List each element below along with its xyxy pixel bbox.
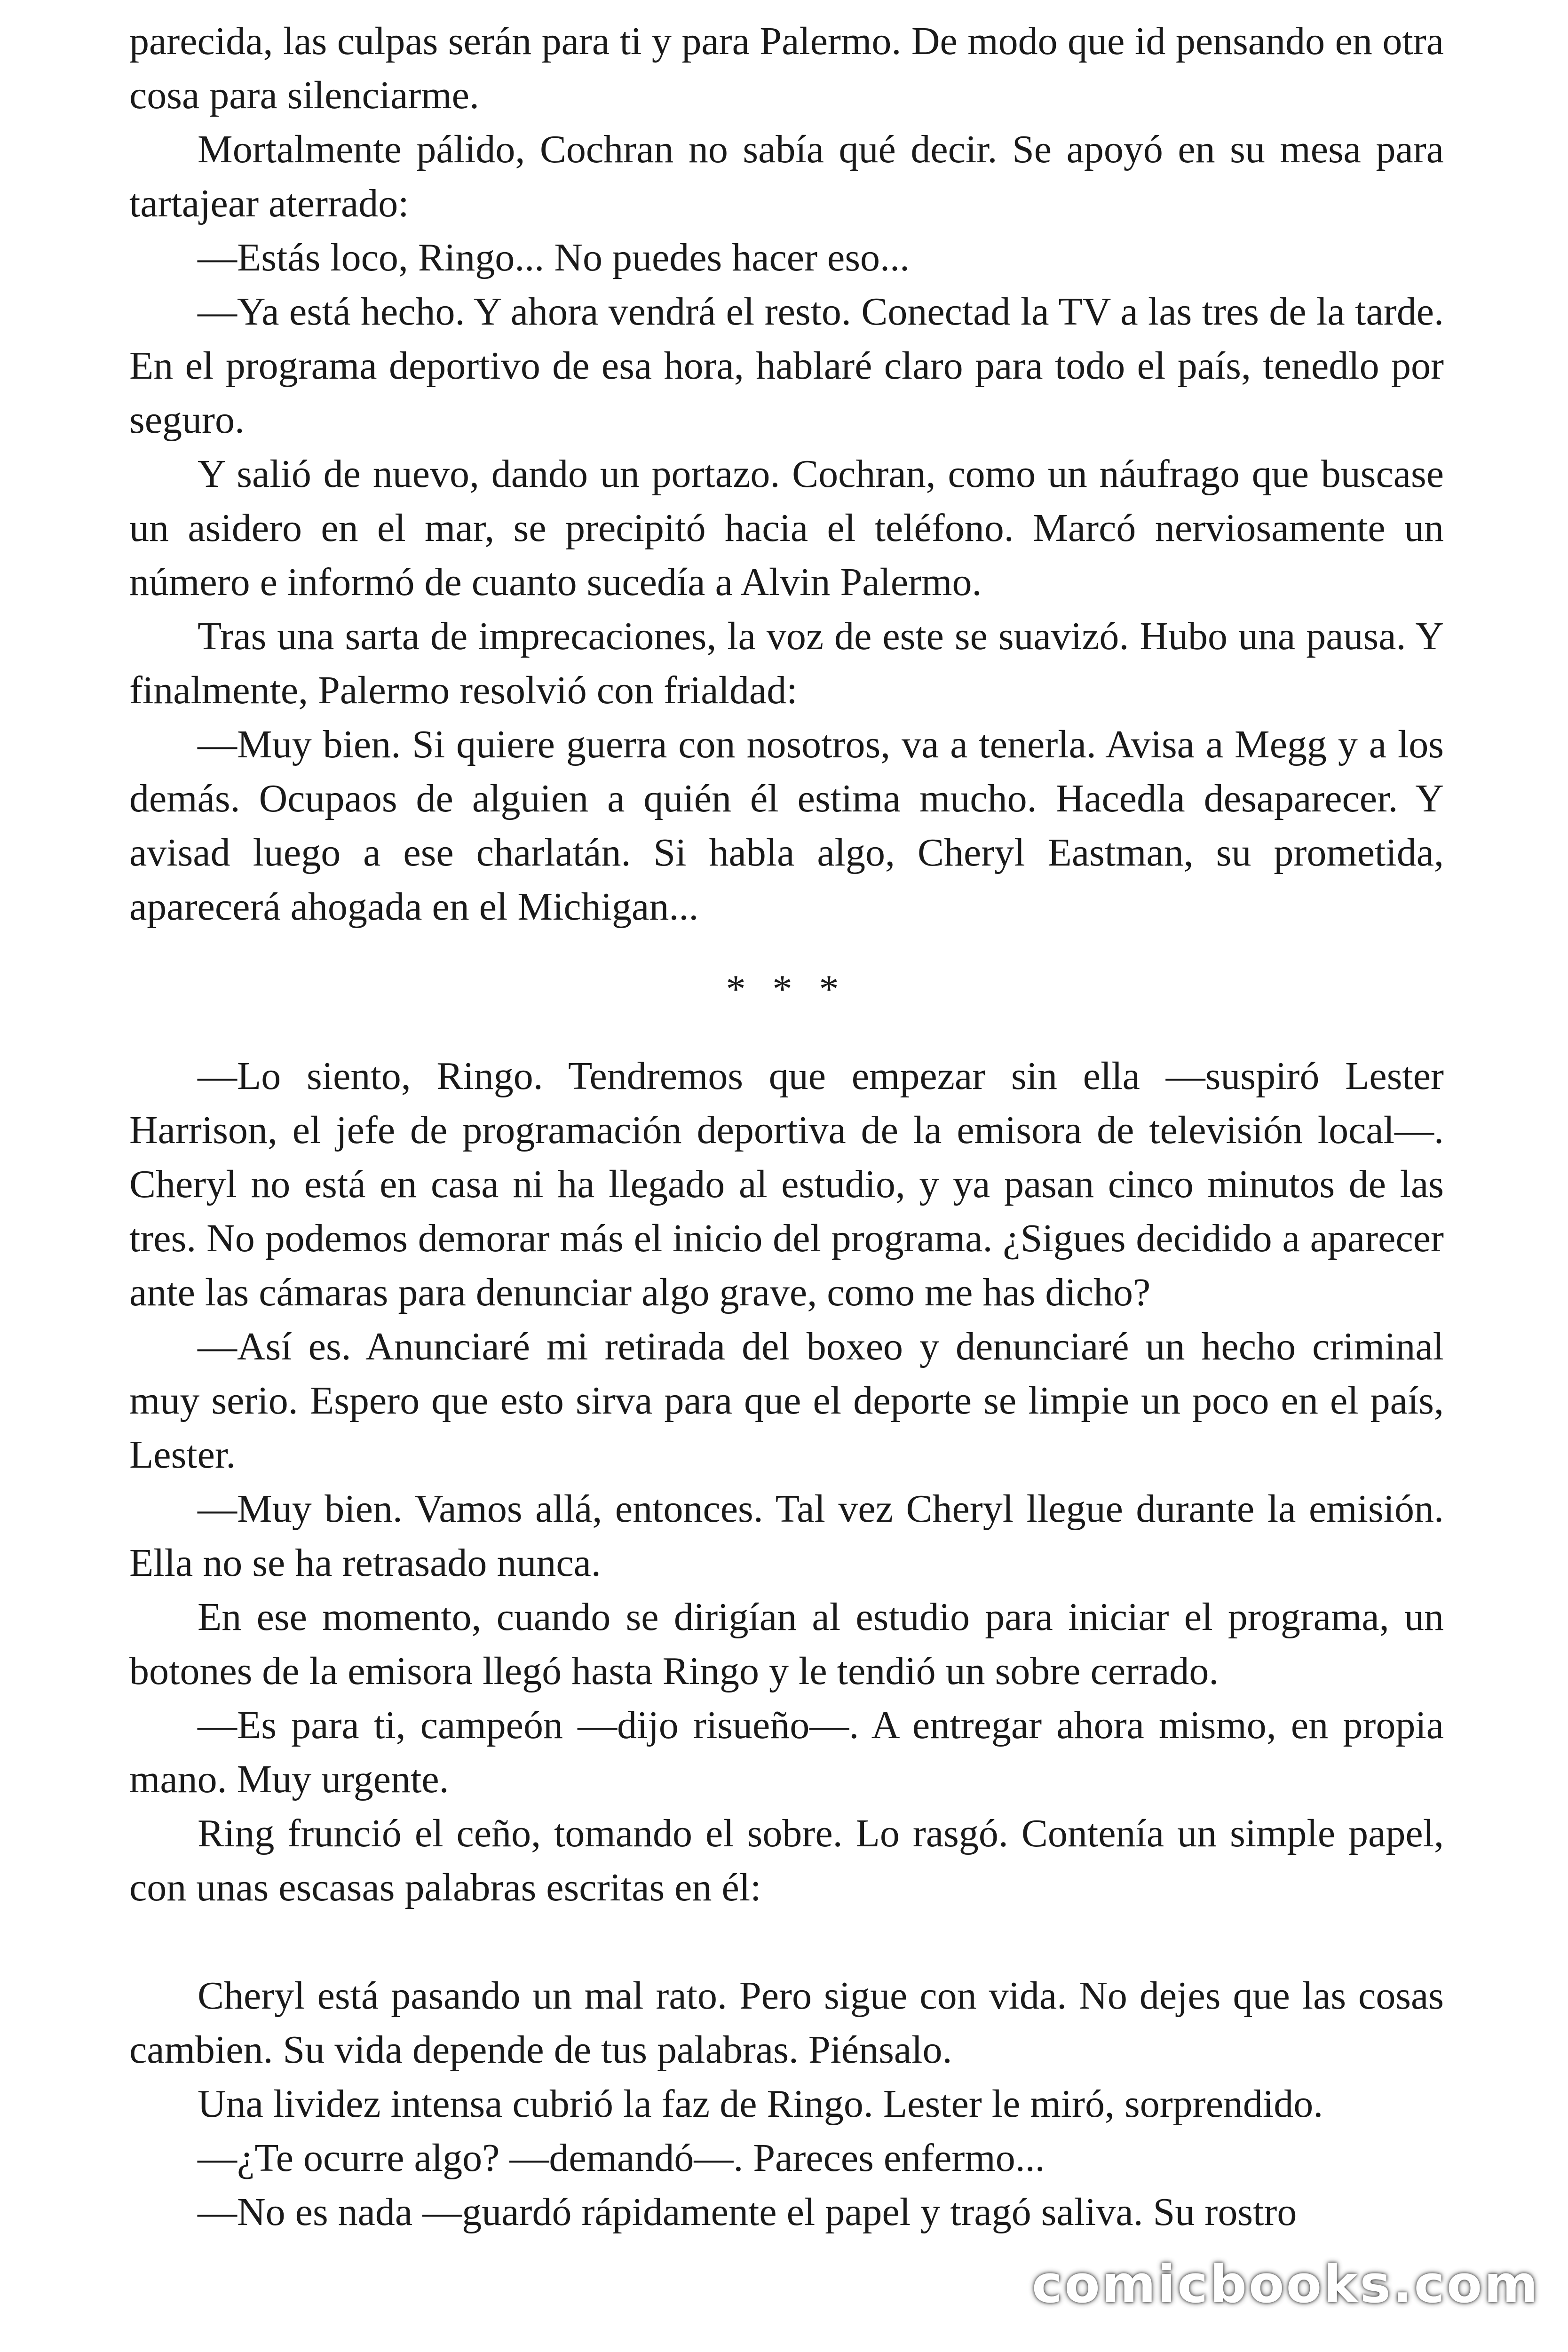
paragraph: —No es nada —guardó rápidamente el papel y tragó saliva. Su rostro bbox=[198, 2190, 1297, 2234]
paragraph: Tras una sarta de imprecaciones, la voz de este se suavizó. Hubo una pausa. Y finalmente, Palermo resolvió con frialdad: bbox=[129, 614, 1444, 712]
paragraph: parecida, las culpas serán para ti y para Palermo. De modo que id pensando en otra cosa para silenciarme. bbox=[129, 19, 1444, 117]
text-block-after-gap bbox=[129, 1969, 1444, 2239]
paragraph: Mortalmente pálido, Cochran no sabía qué decir. Se apoyó en su mesa para tartajear aterrado: bbox=[129, 127, 1444, 225]
paragraph: Una lividez intensa cubrió la faz de Ringo. Lester le miró, sorprendido. bbox=[198, 2082, 1323, 2126]
paragraph: —Estás loco, Ringo... No puedes hacer eso... bbox=[198, 236, 910, 279]
paragraph: —Ya está hecho. Y ahora vendrá el resto. Conectad la TV a las tres de la tarde. En el programa deportivo de esa hora, hablaré claro para todo el país, tenedlo por seguro. bbox=[129, 290, 1444, 442]
paragraph: —¿Te ocurre algo? —demandó—. Pareces enfermo... bbox=[198, 2136, 1045, 2180]
paragraph: —Lo siento, Ringo. Tendremos que empezar sin ella —suspiró Lester Harrison, el jefe de programación deportiva de la emisora de televisión local—. Cheryl no está en casa ni ha llegado al estudio, y ya pasan cinco minutos de las tres. No podemos demorar más el inicio del programa. ¿Sigues decidido a aparecer ante las cámaras para denunciar algo grave, como me has dicho? bbox=[129, 1054, 1444, 1314]
paragraph: Ring frunció el ceño, tomando el sobre. Lo rasgó. Contenía un simple papel, con unas escasas palabras escritas en él: bbox=[129, 1812, 1444, 1909]
paragraph: —Muy bien. Si quiere guerra con nosotros, va a tenerla. Avisa a Megg y a los demás. Ocupaos de alguien a quién él estima mucho. Hacedla desaparecer. Y avisad luego a ese charlatán. Si habla algo, Cheryl Eastman, su prometida, aparecerá ahogada en el Michigan... bbox=[129, 723, 1444, 929]
paragraph: Y salió de nuevo, dando un portazo. Cochran, como un náufrago que buscase un asidero en el mar, se precipitó hacia el teléfono. Marcó nerviosamente un número e informó de cuanto sucedía a Alvin Palermo. bbox=[129, 452, 1444, 604]
paragraph: En ese momento, cuando se dirigían al estudio para iniciar el programa, un botones de la emisora llegó hasta Ringo y le tendió un sobre cerrado. bbox=[129, 1595, 1444, 1693]
paragraph: —Es para ti, campeón —dijo risueño—. A entregar ahora mismo, en propia mano. Muy urgente. bbox=[129, 1703, 1444, 1801]
text-block-before-break bbox=[129, 14, 1444, 934]
watermark-logo: comicbooks.com bbox=[1032, 2254, 1540, 2314]
section-break: * * * bbox=[726, 967, 847, 1011]
paragraph: —Así es. Anunciaré mi retirada del boxeo y denunciaré un hecho criminal muy serio. Espero que esto sirva para que el deporte se limpie un poco en el país, Lester. bbox=[129, 1325, 1444, 1477]
paragraph: Cheryl está pasando un mal rato. Pero sigue con vida. No dejes que las cosas cambien. Su vida depende de tus palabras. Piénsalo. bbox=[129, 1974, 1444, 2072]
text-block-after-break bbox=[129, 1049, 1444, 1915]
blank-line bbox=[129, 1915, 1444, 1969]
page-body bbox=[129, 14, 1444, 2239]
paragraph: —Muy bien. Vamos allá, entonces. Tal vez Cheryl llegue durante la emisión. Ella no se ha retrasado nunca. bbox=[129, 1487, 1444, 1585]
